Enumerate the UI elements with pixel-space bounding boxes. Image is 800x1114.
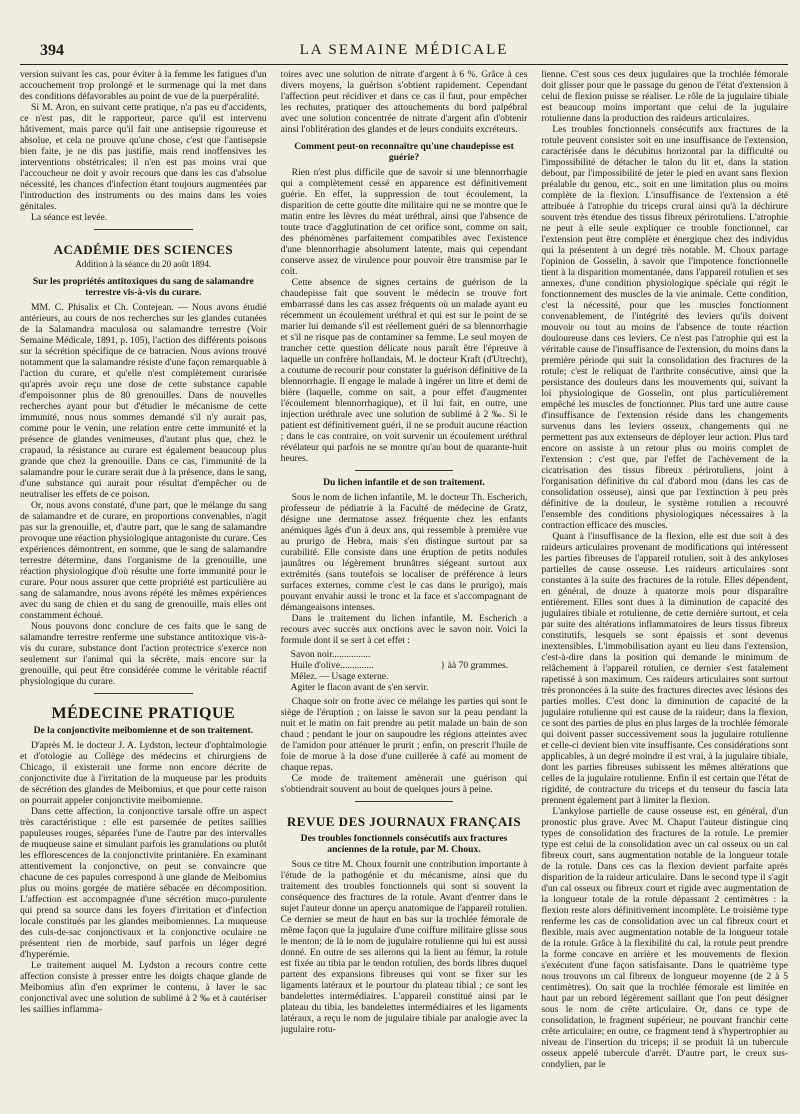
divider — [94, 693, 193, 694]
paragraph: toires avec une solution de nitrate d'argent à 6 %. Grâce à ces divers moyens, la guérison s'obtient rapidement. Cependant l'affection peut récidiver et dans ce cas il faut, pour empêcher les rechutes, pratiquer des attouchements du bord palpébral avec une solution concentrée de nitrate d'argent afin d'obtenir ainsi l'oblitération des glandes et de leurs conduits excréteurs. — [280, 69, 528, 135]
article-title: Des troubles fonctionnels consécutifs aux fractures anciennes de la rotule, par M. Choux. — [300, 833, 508, 855]
paragraph: Sous le nom de lichen infantile, M. le docteur Th. Escherich, professeur de pédiatrie à la Faculté de médecine de Gratz, désigne une dermatose assez fréquente chez les enfants anémiques âgés d'un à deux ans, qui ressemble à première vue au prurigo de Hebra, mais s'en distingue surtout par sa curabilité. Elle consiste dans une éruption de petits nodules jaunâtres ou légèrement brunâtres siégeant surtout aux extrémités (sans toutefois se localiser de préférence à leurs surfaces externes, comme c'est le cas dans le prurigo), mais pouvant envahir aussi le tronc et la face et s'accompagnant de démangeaisons intenses. — [280, 492, 528, 613]
paragraph: Dans le traitement du lichen infantile, M. Escherich a recours avec succès aux onctions avec le savon noir. Voici la formule dont il se sert à cet effet : — [280, 613, 528, 646]
formula-ingredient: Savon noir................ — [290, 649, 371, 660]
session-date: Addition à la séance du 20 août 1894. — [75, 259, 212, 269]
article-title: Du lichen infantile et de son traitement. — [323, 477, 485, 488]
paragraph: Le traitement auquel M. Lydston a recours contre cette affection consiste à presser entre les doigts chaque glande de Meibomius afin d'en exprimer le contenu, à laver le sac conjonctival avec une solution de sublimé à 2 ‰ et à cautériser les saillies inflamma- — [20, 960, 267, 1015]
paragraph: Dans cette affection, la conjonctive tarsale offre un aspect très caractéristique : elle est parsemée de petites saillies papuleuses rouges, séparées l'une de l'autre par des intervalles de muqueuse saine et simulant parfois les granulations ou plutôt les efflorescences de la conjonctivite printanière. En examinant attentivement la conjonctive, on peut se convaincre que chacune de ces papules correspond à une glande de Meibomius plus ou moins gorgée de matière sébacée en décomposition. L'affection est accompagnée d'une sécrétion muco-purulente qui prend sa source dans les foyers d'irritation et d'infection locale constitués par les glandes meibomiennes. La muqueuse des culs-de-sac conjonctivaux et la conjonctive oculaire ne présentent rien de morbide, sauf parfois un léger degré d'hyperémie. — [20, 806, 267, 960]
formula-instruction: Agiter le flacon avant de s'en servir. — [290, 682, 429, 693]
paragraph: Sous ce titre M. Choux fournit une contribution importante à l'étude de la pathogénie et du mécanisme, ainsi que du traitement des troubles fonctionnels qui sont si souvent la conséquence des fractures de la rotule. Avant d'entrer dans le sujet l'auteur donne un aperçu anatomique de l'appareil rotulien. Ce dernier se meut de haut en bas sur la trochlée fémorale de même façon que la jugulaire d'une coiffure militaire glisse sous le menton; de là le nom de jugulaire rotulienne qui lui est aussi donné. En outre de ses ailerons qui la lient au fémur, la rotule est fixée au tibia par le tendon rotulien, des bords libres duquel partent des expansions fibreuses qui vont se fixer sur les ligaments latéraux et le pourtour du plateau tibial ; ce sont les bandelettes intermédiaires. L'appareil constitué ainsi par le plateau du tibia, les bandelettes intermédiaires et les ligaments latéraux, a reçu le nom de jugulaire tibiale par analogie avec la jugulaire rotu- — [280, 859, 528, 1035]
text-columns — [20, 69, 788, 1109]
paragraph: Chaque soir on frotte avec ce mélange les parties qui sont le siège de l'éruption ; on laisse le savon sur la peau pendant la nuit et le matin on fait prendre au petit malade un bain de son chaud ; pendant le jour on saupoudre les régions atteintes avec de l'amidon pour atténuer le prurit ; enfin, on prescrit l'huile de foie de morue à la dose d'une cuillerée à café au moment de chaque repas. — [280, 696, 528, 773]
paragraph: La séance est levée. — [31, 212, 108, 223]
article-title: De la conjonctivite meibomienne et de son traitement. — [33, 725, 254, 736]
paragraph: Or, nous avons constaté, d'une part, que le mélange du sang de salamandre et de curare, en proportions convenables, n'agit pas sur la grenouille, et, d'autre part, que le sang de salamandre provoque une réaction physiologique antagoniste du curare. Ces expériences démontrent, en somme, que le sang de salamandre terrestre détermine, dans l'organisme de la grenouille, une réaction physiologique d'où résulte une forte immunité pour le curare. Pour nous assurer que cette propriété est particulière au sang de salamandre, nous avons répété les mêmes expériences avec du sang de chien et du sang de grenouille, mais elles ont constamment échoué. — [20, 500, 267, 621]
divider — [94, 229, 193, 230]
paragraph: Cette absence de signes certains de guérison de la chaudepisse fait que souvent le médecin se trouve fort embarrassé dans les cas assez fréquents où un malade ayant eu récemment un écoulement uréthral et qui est sur le point de se marier lui demande s'il est réellement guéri de sa blennorrhagie et s'il ne risque pas de contaminer sa femme. Le seul moyen de trancher cette question délicate nous paraît être l'épreuve à laquelle un confrère hollandais, M. le docteur Kraft (d'Utrecht), a coutume de recourir pour constater la guérison définitive de la blennorrhagie. Il engage le malade à ingérer un litre et demi de bière (laquelle, comme on sait, a pour effet d'augmenter l'écoulement blennorrhagique), et il lui fait, en outre, une injection uréthrale avec une solution de sublimé à 2 ‰. Si le patient est définitivement guéri, il ne se produit aucune réaction ; dans le cas contraire, on voit survenir un écoulement uréthral révélateur qui parfois ne se montre qu'au bout de quarante-huit heures. — [280, 277, 528, 464]
paragraph: Ce mode de traitement amènerait une guérison qui s'obtiendrait souvent au bout de quelques jours à peine. — [280, 773, 528, 795]
paragraph: Rien n'est plus difficile que de savoir si une blennorrhagie qui a complètement cessé en apparence est définitivement guérie. En effet, la suppression de tout écoulement, la disparition de cette goutte dite militaire qui ne se montre que le matin entre les lèvres du méat uréthral, ainsi que l'absence de toute trace d'agglutination de cet orifice sont, comme on sait, des phénomènes parfaitement compatibles avec l'existence d'une blennorrhagie absolument latente, mais qui cependant conserve assez de virulence pour pouvoir être transmise par le coït. — [280, 167, 528, 277]
page-header — [20, 0, 788, 65]
column-3 — [541, 69, 788, 1109]
article-title: Sur les propriétés antitoxiques du sang de salamandre terrestre vis-à-vis du curare. — [32, 276, 254, 298]
paragraph: Si M. Aron, en suivant cette pratique, n'a pas eu d'accidents, ce n'est pas, dit le rapporteur, parce qu'il est intervenu hâtivement, mais parce qu'il fait une antisepsie rigoureuse et absolue, et cela ne prouve qu'une chose, c'est que l'antisepsie bien faite, je ne dis pas justifie, mais rend inoffensives les interventions obstétricales; il n'en est pas moins vrai que l'accoucheur ne doit y avoir recours que dans les cas d'absolue nécessité, les chances d'infection étant toujours augmentées par l'introduction des instruments ou des mains dans les voies génitales. — [20, 102, 267, 212]
paragraph: version suivant les cas, pour éviter à la femme les fatigues d'un accouchement trop prolongé et le surmenage qui la met dans des conditions défavorables au point de vue de la puerpéralité. — [20, 69, 267, 102]
paragraph: Quant à l'insuffisance de la flexion, elle est due soit à des raideurs articulaires provenant de modifications qui intéressent les parties fibreuses de l'appareil rotulien, soit à des ankyloses partielles de cause osseuse. Les raideurs articulaires sont constantes à la suite des fractures de la rotule. Elles dépendent, en général, de douze à quatorze mois pour disparaître entièrement. Elles sont dues à la diminution de capacité des jugulaires tibiale et rotulienne, de cette dernière surtout, et cela par suite des altérations inflammatoires de leurs tissus fibreux constitutifs, lesquels se sont épaissis et sont devenus inextensibles. L'immobilisation ayant eu lieu dans l'extension, c'est-à-dire dans la position qui demande le minimum de relâchement à l'appareil rotulien, ce dernier s'est fatalement rapetissé à son maximum. Ces raideurs articulaires sont surtout très prononcées à la suite des fractures directes avec lésions des parties molles. C'est donc la diminution de capacité de la jugulaire rotulienne qui est cause de la raideur; dans la flexion, ce sont des parties de plus en plus larges de la trochlée fémorale qui doivent passer successivement sous la jugulaire rotulienne et celle-ci devient bien vite insuffisante. Ces considérations sont applicables, à un degré moindre il est vrai, à la jugulaire tibiale, dont les parties fibreuses subissent les mêmes altérations que celles de la jugulaire rotulienne. Enfin il est certain que l'état de rigidité, de contracture du triceps et du tenseur du fascia lata prennent également part à limiter la flexion. — [541, 531, 788, 806]
prescription-formula — [291, 649, 528, 693]
column-2 — [281, 69, 528, 1109]
paragraph: D'après M. le docteur J. A. Lydston, lecteur d'ophtalmologie et d'otologie au Collège des médecins et chirurgiens de Chicago, il existerait une forme non encore décrite de conjonctivite due à l'irritation de la muqueuse par les produits de sécrétion des glandes de Meibomius, et que pour cette raison on pourrait appeler conjonctivite meibomienne. — [20, 740, 267, 806]
section-heading-revue: REVUE DES JOURNAUX FRANÇAIS — [286, 814, 522, 829]
divider — [355, 470, 454, 471]
paragraph: lienne. C'est sous ces deux jugulaires que la trochlée fémorale doit glisser pour que le passage du genou de l'état d'extension à celui de flexion puisse se réaliser. Le rôle de la jugulaire tibiale est beaucoup moins important que celui de la jugulaire rotulienne dans la production des raideurs articulaires. — [541, 69, 788, 124]
formula-quantity: } àà 70 grammes. — [440, 660, 509, 671]
page-number: 394 — [40, 42, 64, 59]
article-title: Comment peut-on reconnaître qu'une chaudepisse est guérie? — [294, 141, 514, 163]
divider — [355, 801, 454, 802]
paragraph: Nous pouvons donc conclure de ces faits que le sang de salamandre terrestre renferme une substance antitoxique vis-à-vis du curare, substance dont l'action protectrice s'exerce non seulement sur l'animal qui la sécrète, mais encore sur la grenouille, qui peut être considérée comme le véritable réactif physiologique du curare. — [20, 621, 267, 687]
section-heading-academie: ACADÉMIE DES SCIENCES — [53, 242, 234, 257]
section-heading-medecine: MÉDECINE PRATIQUE — [51, 705, 236, 722]
formula-instruction: Mêlez. — Usage externe. — [290, 671, 389, 682]
formula-ingredient: Huile d'olive.............. — [290, 660, 374, 671]
journal-title: LA SEMAINE MÉDICALE — [299, 42, 509, 58]
paragraph: L'ankylose partielle de cause osseuse est, en général, d'un pronostic plus grave. Avec M. Chaput l'auteur distingue cinq types de consolidation des fractures de la rotule. Le premier type est celui de la consolidation avec un cal osseux ou un cal fibreux court, sans augmentation notable de la longueur totale de la rotule. Dans ces cas la flexion devient parfaite après disparition de la raideur articulaire. Dans le second type il s'agit d'un cal osseux ou fibreux court et rigide avec augmentation de la longueur totale de la rotule dépassant 2 centimètres : la flexion reste alors définitivement incomplète. Le troisième type renferme les cas de consolidation avec un cal fibreux court et flexible, mais avec augmentation notable de la longueur totale de la rotule. Grâce à la flexibilité du cal, la rotule peut prendre la forme concave en arrière et les mouvements de flexion s'exécutent d'une façon satisfaisante. Dans le quatrième type nous trouvons un cal fibreux de longueur moyenne (de 2 à 5 centimètres). On sait que la trochlée fémorale est limitée en haut par un rebord légèrement saillant que l'on peut désigner sous le nom de crête articulaire. Or, dans ce type de consolidation, le fragment supérieur, ne pouvant franchir cette crête articulaire; en outre, ce fragment tend à s'hypertrophier au niveau de l'insertion du triceps; il se produit là un tubercule osseux appelé tubercule d'arrêt. D'autre part, le creux sus-condylien, par le — [541, 806, 788, 1070]
paragraph: Les troubles fonctionnels consécutifs aux fractures de la rotule peuvent consister soit en une insuffisance de l'extension, caractérisée dans le décubitus horizontal par la difficulté ou l'impossibilité de détacher le talon du lit et, dans la station debout, par l'impossibilité de jeter le pied en avant sans flexion préalable du genou, etc., soit en une limitation plus ou moins complète de la flexion. L'insuffisance de l'extension a été attribuée à l'atrophie du triceps crural ainsi qu'à la déchirure souvent très étendue des tissus fibreux périrotuliens. L'atrophie ne peut à elle seule expliquer ce trouble fonctionnel, car l'extension peut être complète et énergique chez des individus qui la présentent à un degré très notable. M. Choux partage l'opinion de Gosselin, à savoir que l'impotence fonctionnelle tient à la disparition momentanée, dans l'appareil rotulien et ses annexes, d'une condition physiologique spéciale qui régit le fonctionnement des muscles de la vie animale. Cette condition, c'est la nécessité, pour que les muscles fonctionnent convenablement, de l'intégrité des leviers qu'ils doivent mouvoir ou tout au moins de l'absence de toute réaction douloureuse dans ces leviers. Ce n'est pas l'atrophie qui est la véritable cause de l'insuffisance de l'extension, du moins dans la première période qui suit la consolidation des fractures de la rotule; c'est le reliquat de l'arthrite consécutive, ainsi que la persistance des douleurs dans les mouvements qui, suivant la loi physiologique de Gosselin, ont plus particulièrement empêché les muscles de fonctionner. Plus tard une autre cause d'insuffisance de l'extension réside dans les changements survenus dans les leviers osseux, changements qui ne permettent pas aux extenseurs de déployer leur action. Plus tard encore on assiste à un retour plus ou moins complet de l'extension : c'est que, par l'effet de l'achèvement de la cicatrisation des tissus fibreux périrotuliens, joint à l'organisation définitive du cal d'abord mou (dans les cas de consolidation osseuse), ainsi que par l'extinction à peu près définitive de la douleur, le système rotulien a recouvré l'ensemble des conditions physiologiques nécessaires à la contraction efficace des muscles. — [541, 124, 788, 531]
column-1 — [20, 69, 267, 1109]
paragraph: MM. C. Phisalix et Ch. Contejean. — Nous avons étudié antérieurs, au cours de nos recherches sur les glandes cutanées de la Salamandra maculosa ou salamandre terrestre (Voir Semaine Médicale, 1891, p. 105), l'action des différents poisons sur la sécrétion spécifique de ce batracien. Nous avions trouvé notamment que la salamandre résiste d'une façon remarquable à l'action du curare, et qu'elle n'est complètement curarisée qu'après avoir reçu une dose de cette substance capable d'empoisonner plus de 80 grenouilles. Dans de nouvelles recherches ayant pour but d'étudier le mécanisme de cette immunité, nous nous sommes demandé s'il n'y aurait pas, comme pour le venin, une relation entre cette immunité et la présence de glandes venimeuses, d'autant plus que, chez le crapaud, la résistance au curare est également beaucoup plus grande que chez la grenouille. Dans ce cas, l'immunité de la salamandre pour le curare serait due à la présence, dans le sang, d'une substance qui aurait pour résultat d'empêcher ou de neutraliser les effets de ce poison. — [20, 302, 267, 500]
